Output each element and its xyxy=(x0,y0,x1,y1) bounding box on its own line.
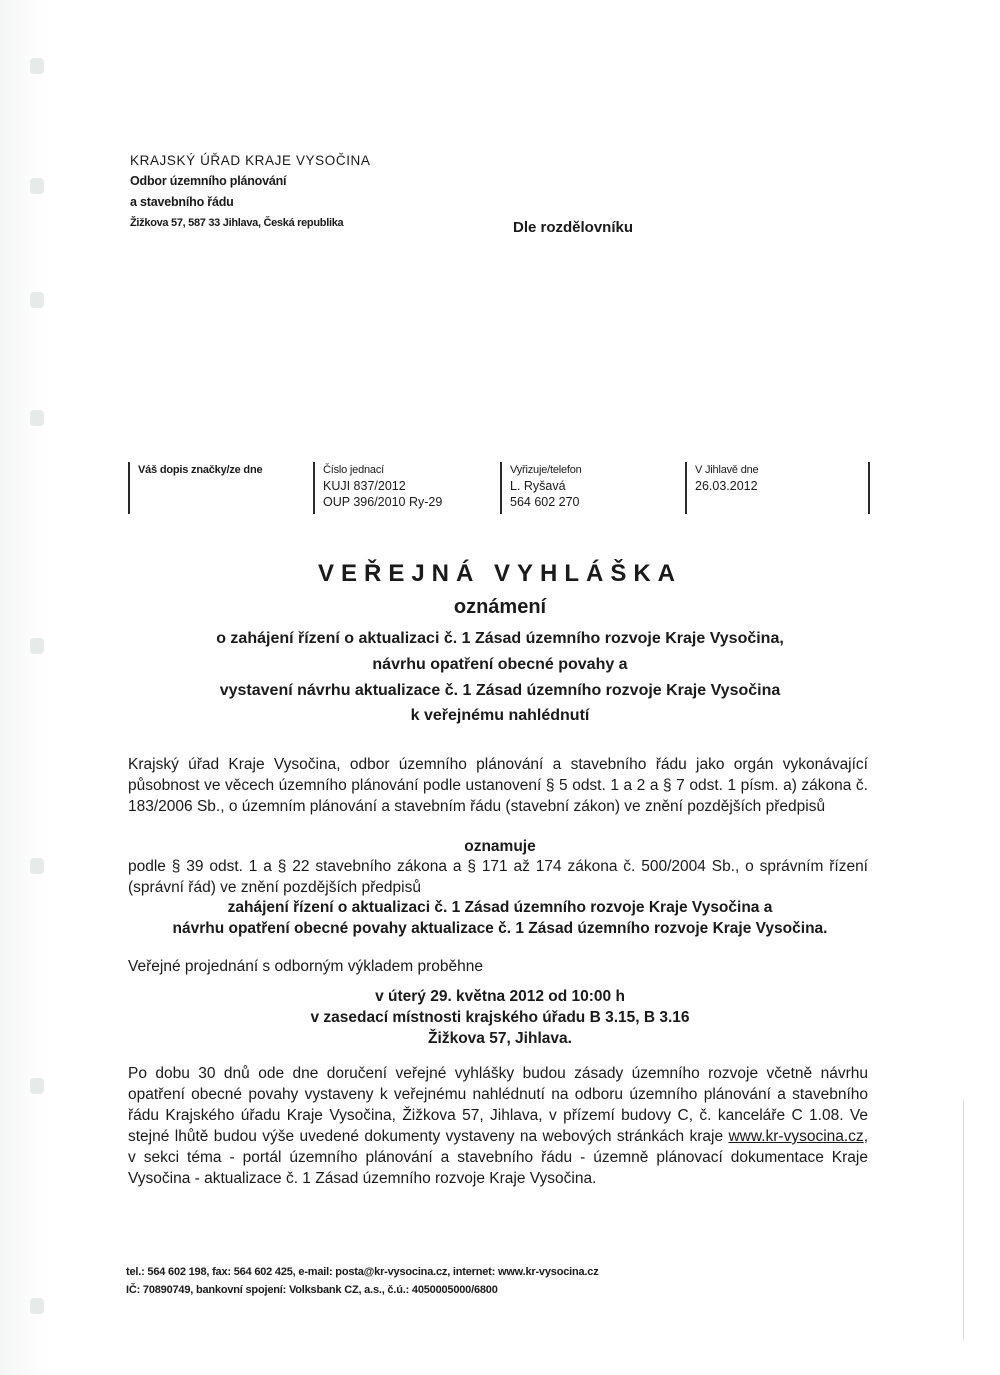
heading-line: k veřejnému nahlédnutí xyxy=(410,707,590,724)
hearing-room: v zasedací místnosti krajského úřadu B 3.15, B 3.16 xyxy=(310,1009,690,1026)
handler-phone: 564 602 270 xyxy=(510,495,580,509)
number-label: Číslo jednací xyxy=(323,464,384,476)
footer-contact: tel.: 564 602 198, fax: 564 602 425, e-mail: posta@kr-vysocina.cz, internet: www.kr-vysocina.cz xyxy=(126,1266,599,1278)
sender-department: Odbor územního plánování xyxy=(130,174,287,188)
scan-mark xyxy=(30,178,44,194)
legal-basis-paragraph: podle § 39 odst. 1 a § 22 stavebního zákona a § 171 až 174 zákona č. 500/2004 Sb., o správním řízení (správní řád) ve znění pozdějších předpisů xyxy=(128,858,868,896)
intro-paragraph: Krajský úřad Kraje Vysočina, odbor územního plánování a stavebního řádu jako orgán vykonávající působnost ve věcech územního plánování podle ustanovení § 5 odst. 1 a 2 a § 7 odst. 1 písm. a) zákona č. 183/2006 Sb., o územním plánování a stavebním řádu (stavební zákon) ve znění pozdějších předpisů xyxy=(128,756,868,815)
ref-handler xyxy=(500,462,582,514)
display-text: Po dobu 30 dnů ode dne doručení veřejné vyhlášky budou zásady územního rozvoje včetně návrhu opatření obecné povahy vystaveny k veřejnému nahlédnutí na odboru územního plánování a stavebního řádu Krajského úřadu Kraje Vysočina, Žižkova 57, Jihlava, v přízemí budovy C, č. kanceláře C 1.08. Ve stejné lhůtě budou výše uvedené dokumenty vystaveny na webových stránkách kraje xyxy=(128,1065,868,1145)
place-label: V Jihlavě dne xyxy=(695,464,759,476)
handler-label: Vyřizuje/telefon xyxy=(510,464,582,476)
number-line1: KUJI 837/2012 xyxy=(323,479,406,493)
scan-mark xyxy=(30,410,44,426)
heading-line: návrhu opatření obecné povahy a xyxy=(372,656,628,673)
hearing-intro: Veřejné projednání s odborným výkladem proběhne xyxy=(128,958,484,975)
date: 26.03.2012 xyxy=(695,479,758,493)
website-link[interactable]: www.kr-vysocina.cz xyxy=(728,1128,864,1145)
number-line2: OUP 396/2010 Ry-29 xyxy=(323,495,443,509)
subject-line: zahájení řízení o aktualizaci č. 1 Zásad územního rozvoje Kraje Vysočina a xyxy=(227,899,773,916)
page-subtitle: oznámení xyxy=(453,596,547,618)
ref-your-letter xyxy=(128,462,262,514)
announce-word: oznamuje xyxy=(464,838,536,855)
sender-office: KRAJSKÝ ÚŘAD KRAJE VYSOČINA xyxy=(130,153,371,168)
recipient: Dle rozdělovníku xyxy=(513,219,634,236)
sender-block xyxy=(130,150,371,234)
ref-date xyxy=(685,462,758,514)
ref-divider xyxy=(868,462,870,514)
sender-address: Žižkova 57, 587 33 Jihlava, Česká republika xyxy=(130,217,344,229)
scan-mark xyxy=(30,1298,44,1314)
heading-line: vystavení návrhu aktualizace č. 1 Zásad územního rozvoje Kraje Vysočina xyxy=(219,682,781,699)
display-paragraph xyxy=(128,1063,868,1189)
footer-bank: IČ: 70890749, bankovní spojení: Volksbank CZ, a.s., č.ú.: 4050005000/6800 xyxy=(126,1284,498,1296)
heading-line: o zahájení řízení o aktualizaci č. 1 Zásad územního rozvoje Kraje Vysočina, xyxy=(216,630,784,647)
hearing-address: Žižkova 57, Jihlava. xyxy=(428,1030,572,1047)
display-text-cont: , v sekci téma - portál územního plánování a stavebního řádu - územně plánovací dokumentace Kraje Vysočina - aktualizace č. 1 Zásad územního rozvoje Kraje Vysočina. xyxy=(128,1128,868,1187)
ref-number xyxy=(313,462,442,514)
hearing-date: v úterý 29. května 2012 od 10:00 h xyxy=(375,988,625,1005)
scan-mark xyxy=(30,858,44,874)
scan-line xyxy=(963,1100,964,1340)
scan-mark xyxy=(30,292,44,308)
your-ref-label: Váš dopis značky/ze dne xyxy=(138,464,263,476)
scan-mark xyxy=(30,58,44,74)
handler-name: L. Ryšavá xyxy=(510,479,566,493)
sender-department-cont: a stavebního řádu xyxy=(130,195,234,209)
subject-line: návrhu opatření obecné povahy aktualizace č. 1 Zásad územního rozvoje Kraje Vysočina. xyxy=(172,920,828,937)
scan-mark xyxy=(30,1078,44,1094)
page-title: VEŘEJNÁ VYHLÁŠKA xyxy=(317,560,683,587)
